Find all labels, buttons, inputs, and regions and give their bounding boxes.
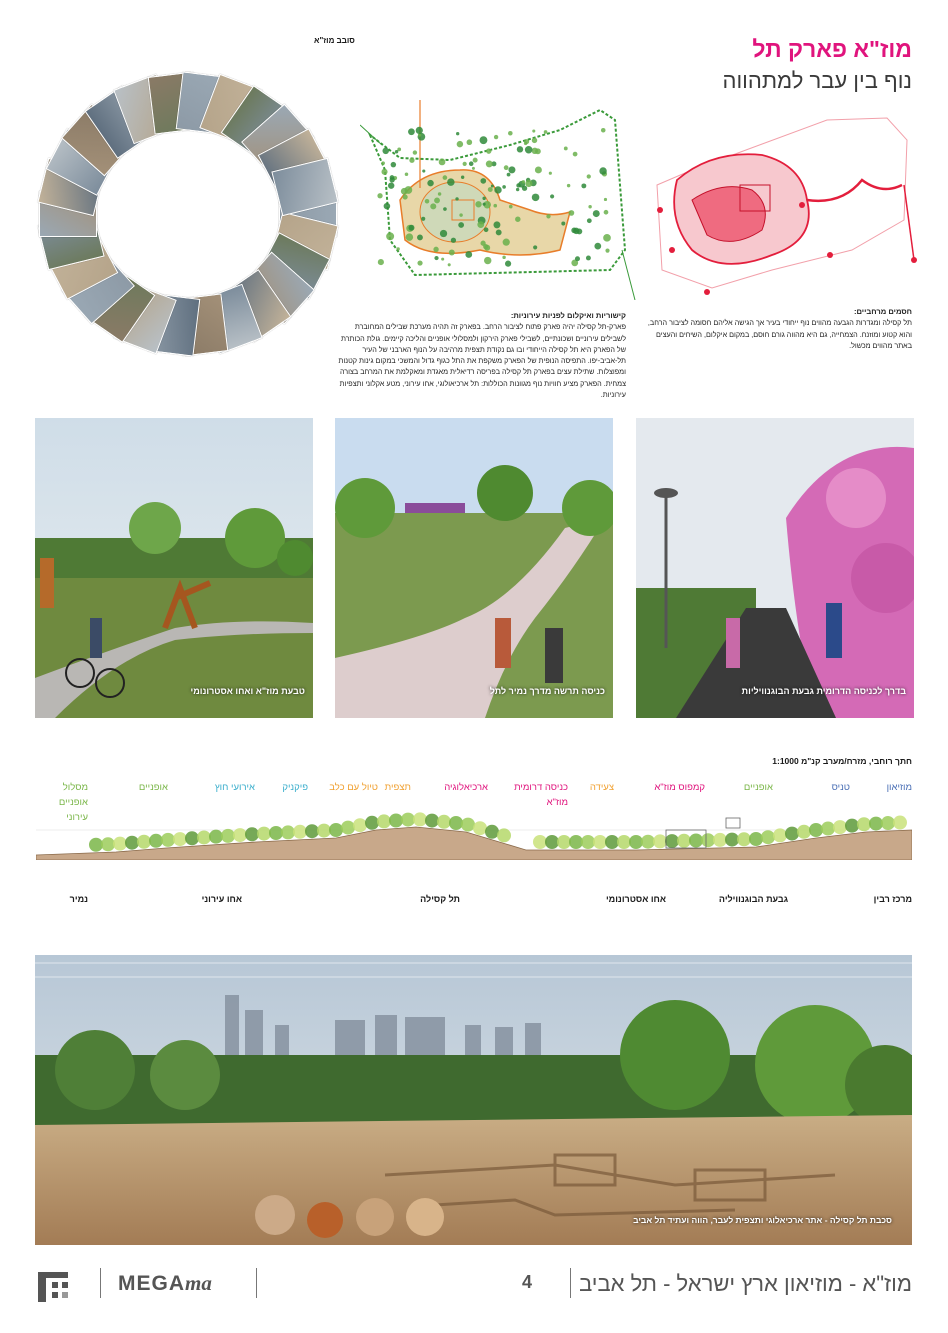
- render-bougainvillea: [636, 418, 914, 718]
- tree-dot: [472, 167, 475, 170]
- section-tree: [485, 825, 499, 839]
- tree-dot: [441, 258, 444, 261]
- brand-logo-icon: [38, 1268, 72, 1302]
- section-tree: [317, 824, 331, 838]
- section-tree: [149, 834, 163, 848]
- section-tree: [221, 829, 235, 843]
- tree-dot: [488, 187, 493, 192]
- section-tree: [497, 828, 511, 842]
- section-tree: [113, 837, 127, 851]
- tree-dot: [384, 203, 391, 210]
- section-tree: [833, 820, 847, 834]
- tree-dot: [482, 197, 485, 200]
- tree-dot: [581, 183, 586, 188]
- tree-dot: [459, 213, 462, 216]
- section-tree: [377, 814, 391, 828]
- tree-dot: [433, 247, 438, 252]
- tree-dot: [378, 259, 384, 265]
- tree-dot: [434, 256, 438, 260]
- tree-dot: [532, 138, 537, 143]
- tree-dot: [391, 162, 396, 167]
- tree-dot: [549, 172, 552, 175]
- tree-dot: [516, 188, 519, 191]
- section-label: אופניים: [138, 782, 168, 793]
- section-label: אירועי חוץ: [214, 782, 255, 793]
- section-tree: [449, 816, 463, 830]
- tree-dot: [550, 194, 554, 198]
- section-tree: [365, 816, 379, 830]
- tree-dot: [409, 225, 415, 231]
- tree-dot: [443, 175, 448, 180]
- section-tree: [401, 813, 415, 827]
- section-tree: [617, 835, 631, 849]
- connectivity-paragraph: [330, 310, 626, 400]
- footer-title: מוז"א - מוזיאון ארץ ישראל - תל אביב: [579, 1271, 912, 1296]
- tree-dot: [396, 247, 399, 250]
- tree-dot: [604, 198, 607, 201]
- section-tree: [185, 831, 199, 845]
- section-tree: [533, 835, 547, 849]
- section-tree: [569, 835, 583, 849]
- tree-dot: [535, 166, 542, 173]
- section-tree: [893, 816, 907, 830]
- section-tree: [677, 834, 691, 848]
- tree-dot: [443, 207, 447, 211]
- cross-section-drawing: [36, 800, 912, 860]
- tree-dot: [567, 184, 570, 187]
- section-tree: [545, 835, 559, 849]
- tree-dot: [603, 234, 611, 242]
- tree-dot: [532, 129, 535, 132]
- section-tree: [125, 836, 139, 850]
- section-label: מסלול אופניים עירוני: [58, 782, 88, 823]
- tree-dot: [381, 161, 385, 165]
- section-tree: [461, 818, 475, 832]
- section-tree: [665, 834, 679, 848]
- tree-dot: [455, 197, 458, 200]
- tree-dot: [413, 150, 417, 154]
- tree-dot: [502, 185, 506, 189]
- connectivity-body: פארק-תל קסילה יהיה פארק פתוח לציבור הרחב. בפארק זה תהיה מערכת שבילים המחוברת לשבילים עירוניים ושכונתיים, לשבילי פארק הירקון ולמסלולי אופניים והליכה קיימים. גולת הכותרת של הפארק היא תל קסילה הייחודי ובו גם נקודת תצפית מרהיבה על הנוף הארבני של העיר תל-אביב-יפו. התפיסה הנופית של הפארק משקפת את התל כגוף גדול והמשכי במקום גינות קטנות ומפוצלות. שתילת עצים בפארק תל קסילה בפריסה רדיאלית מאגדת ומאקלמת את המרחב בצורה צמחית. הפארק מציע חוויות נוף מגוונות הכוללות: תל ארכיאולוגי, אחו עירוני, מטע אקלוני ותצפיות עירוניות.: [338, 322, 626, 400]
- tree-dot: [532, 148, 538, 154]
- section-tree: [389, 814, 403, 828]
- page-subtitle: נוף בין עבר למתהווה: [722, 68, 912, 93]
- section-tree: [173, 832, 187, 846]
- section-tree: [761, 830, 775, 844]
- green-site-plan: [360, 100, 638, 300]
- tree-dot: [504, 165, 509, 170]
- ring-label: סובב מוז"א: [314, 36, 355, 45]
- tree-dot: [575, 256, 580, 261]
- render-meadow-caption: טבעת מוז"א ואחו אסטרונומי: [190, 686, 305, 696]
- tree-dot: [430, 203, 436, 209]
- tree-dot: [483, 203, 486, 206]
- tree-dot: [573, 228, 579, 234]
- tree-dot: [561, 222, 565, 226]
- tree-dot: [544, 130, 548, 134]
- tree-dot: [448, 263, 451, 266]
- tree-dot: [475, 201, 481, 207]
- section-tree: [269, 826, 283, 840]
- section-tree: [701, 833, 715, 847]
- section-tree: [785, 827, 799, 841]
- section-label: קמפוס מוז"א: [654, 782, 705, 793]
- tree-dot: [422, 169, 425, 172]
- section-label: צעידה: [589, 782, 614, 793]
- tree-dot: [480, 178, 486, 184]
- section-tree: [101, 837, 115, 851]
- section-tree: [881, 816, 895, 830]
- tree-dot: [406, 233, 413, 240]
- tree-dot: [382, 148, 389, 155]
- tree-dot: [493, 204, 497, 208]
- section-tree: [437, 815, 451, 829]
- tree-dot: [522, 180, 525, 183]
- tree-dot: [601, 128, 606, 133]
- tree-dot: [409, 158, 414, 163]
- tree-dot: [401, 188, 408, 195]
- section-tree: [725, 833, 739, 847]
- tree-dot: [416, 127, 423, 134]
- footer-divider: [100, 1268, 101, 1298]
- tree-dot: [525, 180, 532, 187]
- tree-dot: [467, 139, 473, 145]
- section-tree: [197, 830, 211, 844]
- section-label: ארכיאלוגיה: [444, 782, 488, 793]
- section-label: כניסה דרומית מוז"א: [514, 782, 568, 808]
- photo-ring-collage: [28, 76, 350, 356]
- tree-dot: [465, 251, 472, 258]
- tree-dot: [449, 250, 455, 256]
- tree-dot: [480, 136, 488, 144]
- place-name: גבעת הבוגנוויליה: [718, 894, 788, 904]
- tree-dot: [477, 221, 484, 228]
- tree-dot: [507, 173, 511, 177]
- tree-dot: [377, 193, 382, 198]
- tree-dot: [587, 218, 592, 223]
- section-tree: [293, 825, 307, 839]
- section-label: תצפית: [384, 782, 411, 793]
- section-label: טניס: [831, 782, 850, 793]
- tree-dot: [461, 176, 464, 179]
- tree-dot: [486, 160, 493, 167]
- tree-dot: [451, 238, 456, 243]
- tree-dot: [508, 131, 513, 136]
- tree-dot: [425, 199, 430, 204]
- section-label: מוזיאון: [886, 782, 912, 793]
- place-name: נמיר: [69, 894, 88, 904]
- section-tree: [209, 830, 223, 844]
- tree-dot: [494, 186, 501, 193]
- section-tree: [425, 814, 439, 828]
- tree-dot: [604, 210, 609, 215]
- section-tree: [845, 819, 859, 833]
- tree-dot: [390, 175, 395, 180]
- barriers-paragraph: [640, 306, 912, 351]
- section-tree: [257, 827, 271, 841]
- tree-dot: [573, 152, 578, 157]
- page-number: 4: [522, 1272, 533, 1292]
- section-tree: [605, 835, 619, 849]
- section-tree: [581, 835, 595, 849]
- tree-dot: [403, 194, 408, 199]
- section-tree: [161, 833, 175, 847]
- tree-dot: [532, 194, 540, 202]
- section-title: חתך רוחבי, מזרח/מערב קנ"מ 1:1000: [772, 756, 912, 766]
- tree-dot: [458, 222, 464, 228]
- tree-dot: [525, 146, 533, 154]
- place-name: מרכז רבין: [873, 894, 912, 904]
- section-tree: [713, 833, 727, 847]
- tree-dot: [496, 229, 502, 235]
- render-entrance: [335, 418, 613, 718]
- tree-dot: [546, 214, 550, 218]
- section-tree: [245, 827, 259, 841]
- tree-dot: [508, 166, 515, 173]
- tree-dot: [473, 158, 478, 163]
- tree-dot: [388, 182, 394, 188]
- tree-dot: [586, 256, 591, 261]
- tree-dot: [502, 256, 505, 259]
- section-tree: [89, 838, 103, 852]
- section-tree: [413, 812, 427, 826]
- tree-dot: [599, 167, 606, 174]
- place-name: תל קסילה: [420, 894, 460, 904]
- section-tree: [473, 821, 487, 835]
- place-name: אחו אסטרונומי: [605, 894, 666, 904]
- tree-dot: [447, 178, 455, 186]
- section-tree: [809, 823, 823, 837]
- tree-dot: [484, 257, 491, 264]
- tree-dot: [484, 227, 489, 232]
- section-tree: [689, 834, 703, 848]
- section-tree: [737, 832, 751, 846]
- tree-dot: [564, 147, 568, 151]
- render-bougainvillea-caption: בדרך לכניסה הדרומית גבעת הבוגנוויליות: [741, 686, 906, 696]
- section-tree: [821, 822, 835, 836]
- panorama-caption: סכבת תל קסילה - אתר ארכיאלוגי ותצפית לעבר, הווה ועתיד תל אביב: [633, 1215, 892, 1225]
- section-tree: [557, 835, 571, 849]
- render-entrance-caption: כניסה תרשה מדרך נמיר לתל: [489, 686, 605, 696]
- panorama-photo: [35, 955, 912, 1245]
- tree-dot: [434, 198, 440, 204]
- tree-dot: [440, 230, 447, 237]
- footer-divider: [570, 1268, 571, 1298]
- section-tree: [641, 835, 655, 849]
- tree-dot: [417, 260, 422, 265]
- tree-dot: [524, 142, 527, 145]
- tree-dot: [427, 180, 433, 186]
- tree-dot: [587, 174, 591, 178]
- section-tree: [233, 828, 247, 842]
- brand-logo-text: MEGAma: [118, 1271, 212, 1295]
- section-label: טיול עם כלב: [329, 782, 378, 793]
- tree-dot: [517, 146, 523, 152]
- tree-dot: [493, 221, 500, 228]
- tree-dot: [395, 150, 398, 153]
- section-tree: [857, 817, 871, 831]
- section-tree: [629, 835, 643, 849]
- tree-dot: [408, 128, 415, 135]
- tree-dot: [509, 205, 513, 209]
- tree-dot: [456, 132, 459, 135]
- tree-dot: [457, 141, 463, 147]
- tree-dot: [463, 162, 467, 166]
- section-tree: [749, 832, 763, 846]
- tree-dot: [494, 135, 498, 139]
- section-tree: [281, 825, 295, 839]
- tree-dot: [417, 235, 423, 241]
- tree-dot: [505, 261, 511, 267]
- tree-dot: [483, 244, 488, 249]
- tree-dot: [405, 173, 409, 177]
- tree-dot: [503, 239, 510, 246]
- place-name: אחו עירוני: [201, 894, 242, 904]
- footer-divider: [256, 1268, 257, 1298]
- section-label: אופניים: [743, 782, 773, 793]
- section-tree: [341, 821, 355, 835]
- section-tree: [353, 818, 367, 832]
- tree-dot: [469, 161, 474, 166]
- section-tree: [137, 835, 151, 849]
- tree-dot: [486, 148, 491, 153]
- tree-dot: [533, 245, 537, 249]
- barriers-heading: חסמים מרחביים:: [853, 307, 912, 316]
- section-tree: [593, 835, 607, 849]
- section-label: פיקניק: [282, 782, 308, 793]
- tree-dot: [594, 243, 601, 250]
- page-title: מוז"א פארק תל: [752, 36, 912, 62]
- section-tree: [869, 817, 883, 831]
- tree-dot: [421, 217, 425, 221]
- section-tree: [653, 834, 667, 848]
- section-tree: [329, 823, 343, 837]
- tree-dot: [588, 205, 591, 208]
- tree-dot: [593, 210, 600, 217]
- section-tree: [305, 824, 319, 838]
- render-meadow: [35, 418, 313, 718]
- tree-dot: [381, 169, 387, 175]
- tree-dot: [439, 159, 446, 166]
- section-tree: [773, 828, 787, 842]
- tree-dot: [438, 192, 441, 195]
- barriers-body: תל קסילה ומגדרות הגבעה מהווים נוף ייחודי בעיר אך הגישה אליהם חסומה לציבור הרחב, והוא קטוע ומוזנח. הצמחייה, גם היא מהווה גורם חוסם, במקום איקלום, השיחים והעצים באתר מהווים מכשול.: [647, 318, 912, 350]
- tree-dot: [522, 186, 527, 191]
- section-tree: [797, 825, 811, 839]
- tree-dot: [569, 210, 575, 216]
- tree-dot: [386, 232, 394, 240]
- tree-dot: [515, 216, 520, 221]
- tree-dot: [605, 249, 609, 253]
- connectivity-heading: קישוריות ואיקלום לפניות עירוניות:: [510, 311, 626, 320]
- tree-dot: [491, 184, 494, 187]
- red-barriers-plan: [652, 110, 920, 296]
